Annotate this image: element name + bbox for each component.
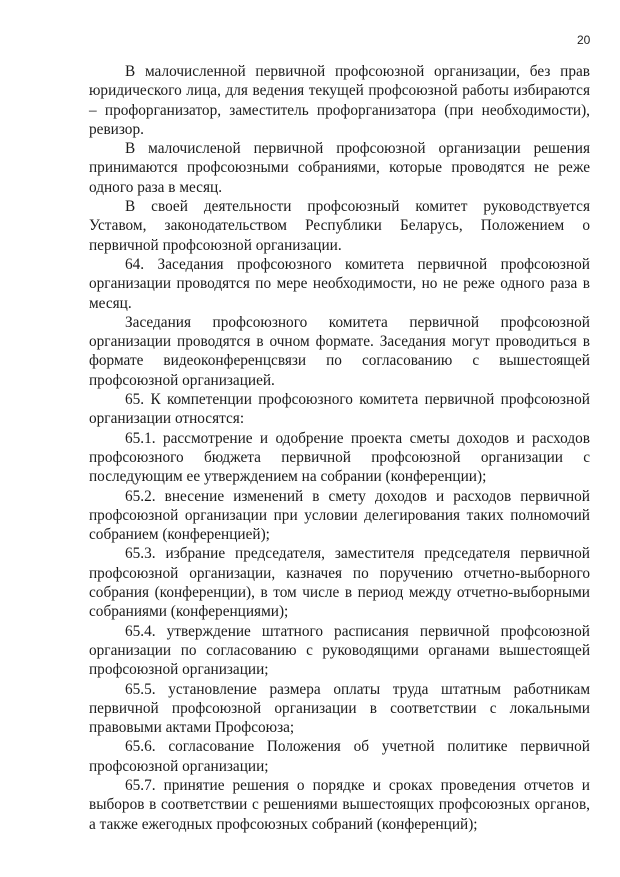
- paragraph-65-7: 65.7. принятие решения о порядке и сроках проведения отчетов и выборов в соответствии с решениями вышестоящих профсоюзных органов, а также ежегодных профсоюзных собраний (конференций);: [89, 776, 590, 833]
- paragraph-small-org-officers: В малочисленной первичной профсоюзной организации, без прав юридического лица, для ведения текущей профсоюзной работы избираются – профорганизатор, заместитель профорганизатора (при необходимости), ревизор.: [89, 63, 590, 138]
- page-number: 20: [577, 33, 591, 47]
- document-body: [89, 62, 590, 834]
- paragraph-committee-guidance: В своей деятельности профсоюзный комитет руководствуется Уставом, законодательством Республики Беларусь, Положением о первичной профсоюзной организации.: [89, 198, 590, 254]
- paragraph-65-2: 65.2. внесение изменений в смету доходов и расходов первичной профсоюзной организации при условии делегирования таких полномочий собранием (конференцией);: [89, 487, 590, 544]
- paragraph-65-4: 65.4. утверждение штатного расписания первичной профсоюзной организации по согласованию с руководящими органами вышестоящей профсоюзной организации;: [89, 622, 590, 679]
- paragraph-65-5: 65.5. установление размера оплаты труда штатным работникам первичной профсоюзной организации в соответствии с локальными правовыми актами Профсоюза;: [89, 680, 590, 737]
- paragraph-small-org-meetings: В малочисленой первичной профсоюзной организации решения принимаются профсоюзными собраниями, которые проводятся не реже одного раза в месяц.: [89, 140, 590, 196]
- paragraph-65-1: 65.1. рассмотрение и одобрение проекта сметы доходов и расходов профсоюзного бюджета первичной профсоюзной организации с последующим ее утверждением на собрании (конференции);: [89, 429, 590, 486]
- paragraph-65-6: 65.6. согласование Положения об учетной политике первичной профсоюзной организации;: [89, 738, 590, 775]
- paragraph-65-3: 65.3. избрание председателя, заместителя председателя первичной профсоюзной организации, казначея по поручению отчетно-выборного собрания (конференции), в том числе в период между отчетно-выборными собраниями (конференциями);: [89, 545, 590, 621]
- paragraph-64-meetings-frequency: 64. Заседания профсоюзного комитета первичной профсоюзной организации проводятся по мере необходимости, но не реже одного раза в месяц.: [89, 255, 590, 312]
- paragraph-meetings-format: Заседания профсоюзного комитета первичной профсоюзной организации проводятся в очном формате. Заседания могут проводиться в формате видеоконференцсвязи по согласованию с вышестоящей профсоюзной организацией.: [89, 313, 590, 389]
- paragraph-65-competence: 65. К компетенции профсоюзного комитета первичной профсоюзной организации относятся:: [89, 391, 590, 428]
